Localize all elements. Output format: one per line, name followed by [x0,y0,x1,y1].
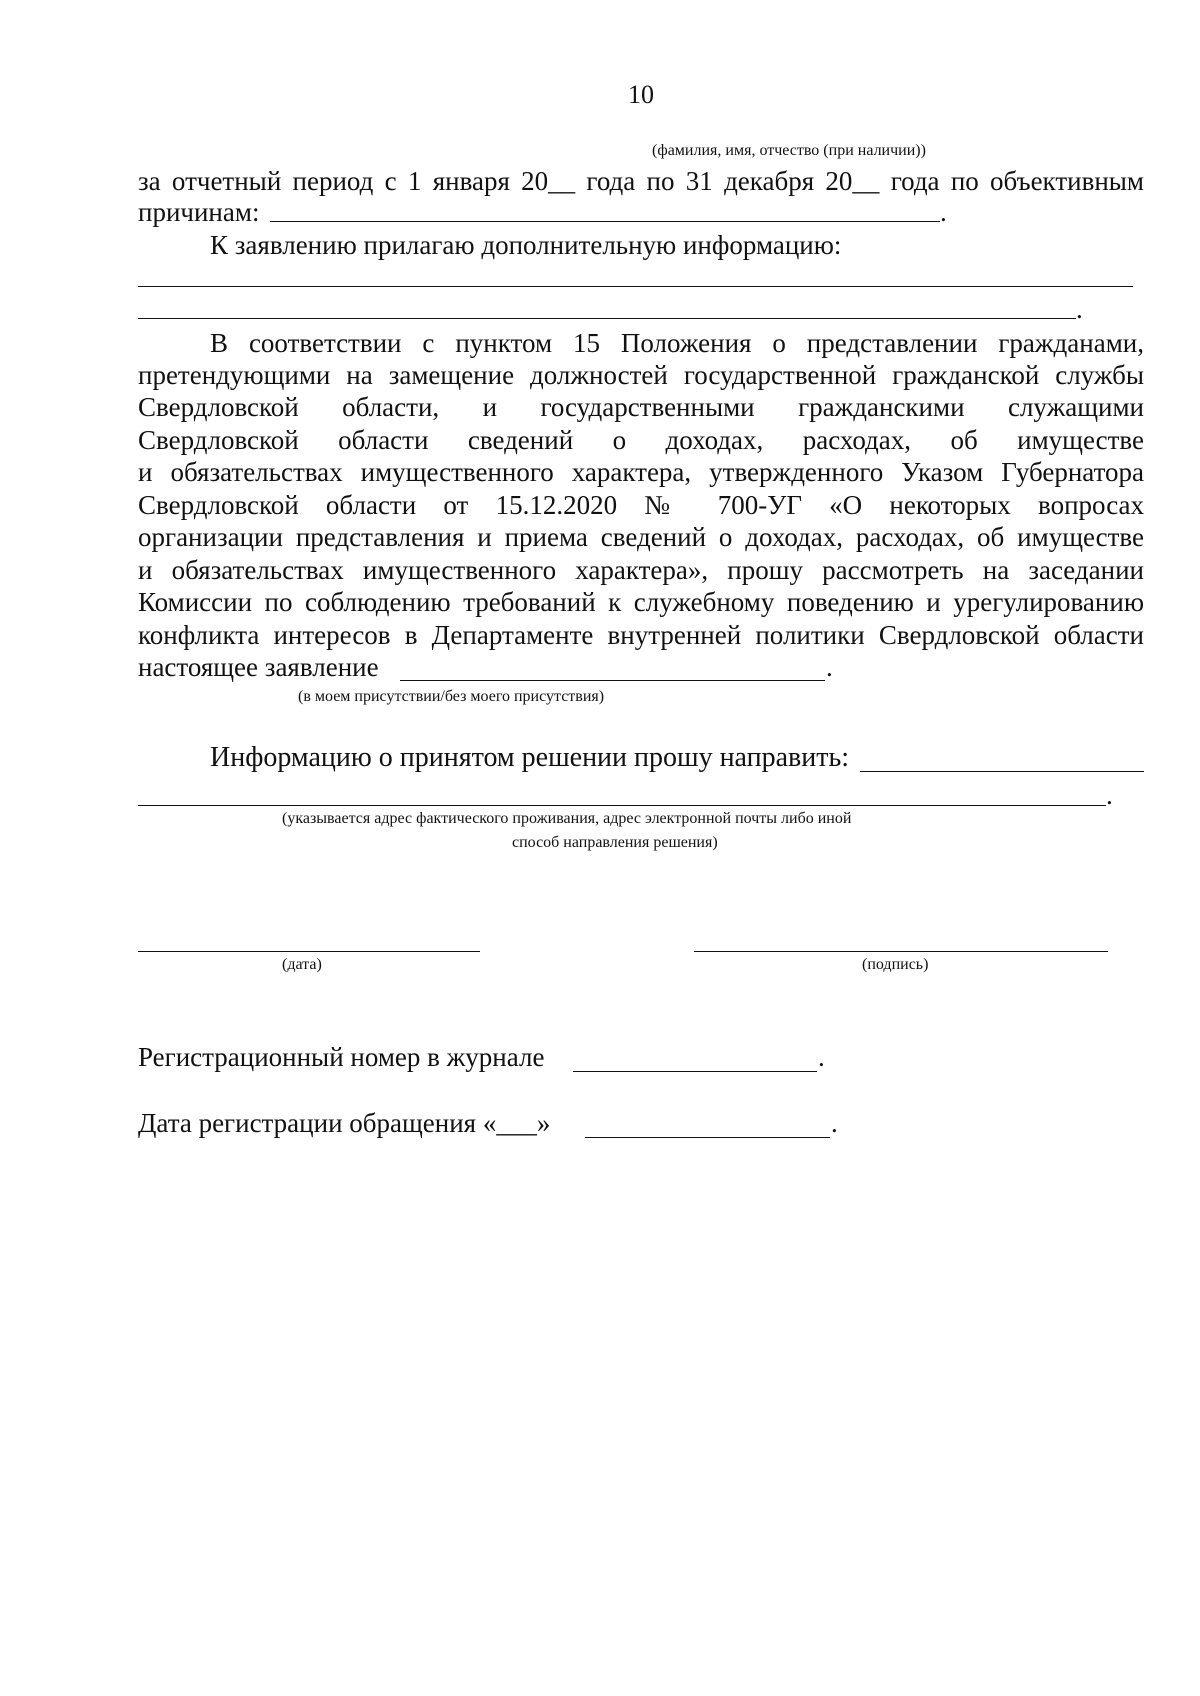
statement-dot: . [826,652,833,682]
attach-field-line-1[interactable] [138,286,1133,287]
paragraph-line-6: Свердловской области от 15.12.2020 № 700-УГ «О некоторых вопросах [138,490,1144,520]
reasons-dot: . [940,197,947,227]
page-number: 10 [628,80,654,109]
fio-hint: (фамилия, имя, отчество (при наличии)) [652,142,926,159]
paragraph-line-9: Комиссии по соблюдению требований к служебному поведению и урегулированию [138,587,1144,617]
paragraph-line-5: и обязательствах имущественного характера, утвержденного Указом Губернатора [138,457,1144,487]
paragraph-line-3: Свердловской области, и государственными гражданскими служащими [138,392,1144,422]
registration-number-label: Регистрационный номер в журнале [138,1042,545,1072]
paragraph-line-1: В соответствии с пунктом 15 Положения о представлении гражданами, [210,328,1144,358]
paragraph-line-10: конфликта интересов в Департаменте внутренней политики Свердловской области [138,620,1144,650]
registration-date-dot: . [831,1108,838,1138]
period-line: за отчетный период с 1 января 20__ года по 31 декабря 20__ года по объективным [138,166,1144,196]
address-hint-line-1: (указывается адрес фактического проживания, адрес электронной почты либо иной [282,810,852,827]
paragraph-line-4: Свердловской области сведений о доходах, расходах, об имуществе [138,425,1144,455]
decision-field-line-2[interactable] [138,805,1106,806]
decision-dot: . [1106,780,1113,810]
date-field[interactable] [138,951,480,952]
registration-date-field[interactable] [585,1137,830,1138]
attach-text: К заявлению прилагаю дополнительную информацию: [210,230,842,260]
reasons-label: причинам: [138,197,260,227]
registration-date-label: Дата регистрации обращения «___» [138,1108,551,1138]
paragraph-line-8: и обязательствах имущественного характера», прошу рассмотреть на заседании [138,555,1144,585]
paragraph-line-2: претендующими на замещение должностей государственной гражданской службы [138,360,1144,390]
attach-dot: . [1076,294,1083,324]
date-hint: (дата) [282,956,322,973]
paragraph-line-7: организации представления и приема сведений о доходах, расходах, об имуществе [138,522,1144,552]
decision-text: Информацию о принятом решении прошу направить: [210,742,850,773]
statement-field[interactable] [400,680,825,681]
registration-number-field[interactable] [573,1071,817,1072]
statement-label: настоящее заявление [138,652,379,682]
decision-field-line-1[interactable] [860,771,1144,772]
reasons-field[interactable] [270,221,940,222]
attach-field-line-2[interactable] [138,318,1076,319]
address-hint-line-2: способ направления решения) [512,834,718,851]
presence-hint: (в моем присутствии/без моего присутствия) [298,688,605,705]
registration-number-dot: . [818,1042,825,1072]
signature-field[interactable] [694,951,1108,952]
signature-hint: (подпись) [862,956,929,973]
